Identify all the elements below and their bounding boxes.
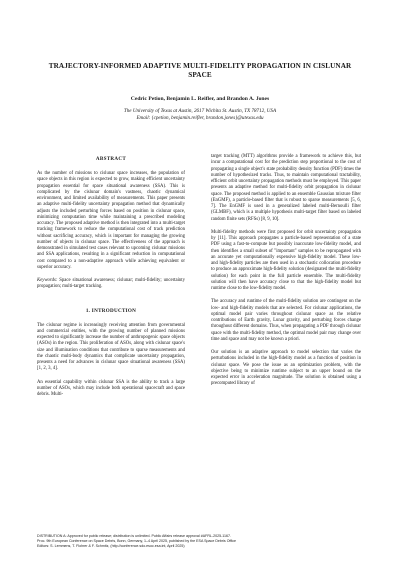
- body-paragraph-1: target tracking (MTT) algorithms provide a framework to achieve this, but incur a computational cost for the prediction step proportional to the cost of propagating a single object's state probability density function (PDF) times the number of hypothesized tracks. Thus, to maintain computational tractability, efficient orbit uncertainty propagation methods must be employed. This paper presents an adaptive method for multi-fidelity orbit propagation in cislunar space. The proposed method is applied to an ensemble Gaussian mixture filter (EnGMF), a particle-based filter that is robust to sparse measurements [5, 6, 7]. The EnGMF is used in a generalized labeled multi-Bernoulli filter (GLMBF), which is a multiple hypothesis multi-target filter based on labeled random finite sets (RFSs) [8, 9, 10].: [211, 154, 361, 222]
- abstract-heading: ABSTRACT: [95, 156, 127, 162]
- keywords-label: Keywords:: [37, 278, 58, 283]
- right-column: [211, 154, 361, 395]
- keywords-text: Space situational awareness; cislunar; multi-fidelity; uncertainty propagation; multi-target tracking.: [37, 278, 185, 290]
- introduction-paragraph-2: An essential capability within cislunar SSA is the ability to track a large number of ASOs, which may include both operational spacecraft and space debris. Multi-: [37, 379, 185, 397]
- body-paragraph-3: The accuracy and runtime of the multi-fidelity solution are contingent on the low- and high-fidelity models that are selected. For cislunar applications, the optimal model pair varies throughout cislunar space as the relative contributions of Earth gravity, Lunar gravity, and perturbing forces change throughout different domains. Thus, when propagating a PDF through cislunar space with the multi-fidelity method, the optimal model pair may change over time and space and may not be known a priori.: [211, 299, 361, 342]
- page-footer: [37, 534, 367, 549]
- paper-title: TRAJECTORY-INFORMED ADAPTIVE MULTI-FIDELITY PROPAGATION IN CISLUNAR SPACE: [48, 62, 352, 79]
- abstract-text: As the number of missions to cislunar space increases, the population of space objects in this region is expected to grow, making efficient uncertainty propagation essential for space situational awareness (SSA). This is complicated by the cislunar domain's vastness, chaotic dynamical environment, and limited availability of measurements. This paper presents an adaptive multi-fidelity uncertainty propagation method that dynamically adjusts the included perturbing forces based on position in cislunar space, minimizing computation time while maintaining a prescribed modeling accuracy. The proposed adaptive method is then integrated into a multi-target tracking framework to reduce the computational cost of track prediction without sacrificing accuracy, which is important for managing the growing number of objects in cislunar space. The effectiveness of the approach is demonstrated in simulated test cases relevant to upcoming cislunar missions and SSA applications, resulting in a significant reduction in computational cost compared to a non-adaptive approach while achieving equivalent or superior accuracy.: [37, 171, 185, 270]
- body-paragraph-4: Our solution is an adaptive approach to model selection that varies the perturbations included in the high-fidelity model as a function of position in cislunar space. We pose the issue as an optimization problem, with the objective being to minimize runtime subject to an upper bound on the expected error in acceleration magnitude. The solution is obtained using a precomputed library of: [211, 350, 361, 387]
- author-list: Cedric Petion, Benjamin L. Reifler, and Brandon A. Jones: [130, 96, 270, 102]
- left-column: [37, 152, 185, 405]
- introduction-heading: 1. INTRODUCTION: [85, 307, 137, 314]
- affiliation-block: [40, 108, 360, 122]
- distribution-statement: DISTRIBUTION A: Approved for public release; distribution is unlimited. Public Affairs release approval #AFRL-2025-1167.: [37, 534, 232, 538]
- proceedings-citation: Proc. 9th European Conference on Space Debris, Bonn, Germany, 1–4 April 2025, published by the ESA Space Debris Office: [37, 539, 237, 544]
- keywords-paragraph: [37, 278, 185, 291]
- affiliation-email: Email: {cpetion, benjamin.reifler, brandon.jones}@utexas.edu: [136, 114, 264, 121]
- affiliation-address: The University of Texas at Austin, 2617 Wichita St. Austin, TX 78712, USA: [123, 108, 277, 114]
- body-paragraph-2: Multi-fidelity methods were first proposed for orbit uncertainty propagation by [11]. This approach propagates a particle-based representation of a state PDF using a fast-to-compute but possibly inaccurate low-fidelity model, and then identifies a small subset of "important" samples to be repropagated with an accurate yet computationally expensive high-fidelity model. These low- and high-fidelity particles are then used in a stochastic collocation procedure to produce an approximate high-fidelity solution (designated the multi-fidelity solution) for each point in the full particle ensemble. The multi-fidelity solution will then have accuracy close to that the high-fidelity model but runtime close to the low-fidelity model.: [211, 229, 361, 291]
- introduction-paragraph-1: The cislunar regime is increasingly receiving attention from governmental and commercial entities, with the growing number of planned missions expected to significantly increase the number of anthropogenic space objects (ASOs) in the region. This proliferation of ASOs, along with cislunar space's size and illumination conditions that contribute to sparse measurements and the chaotic multi-body dynamics that complicate uncertainty propagation, presents a need for advances in cislunar space situational awareness (SSA) [1, 2, 3, 4].: [37, 322, 185, 372]
- editors-line: Editors: S. Lemmens, T. Flohrer & F. Schmitz, (http://conference.sdo.esoc.esa.int, April 2025): [37, 544, 185, 549]
